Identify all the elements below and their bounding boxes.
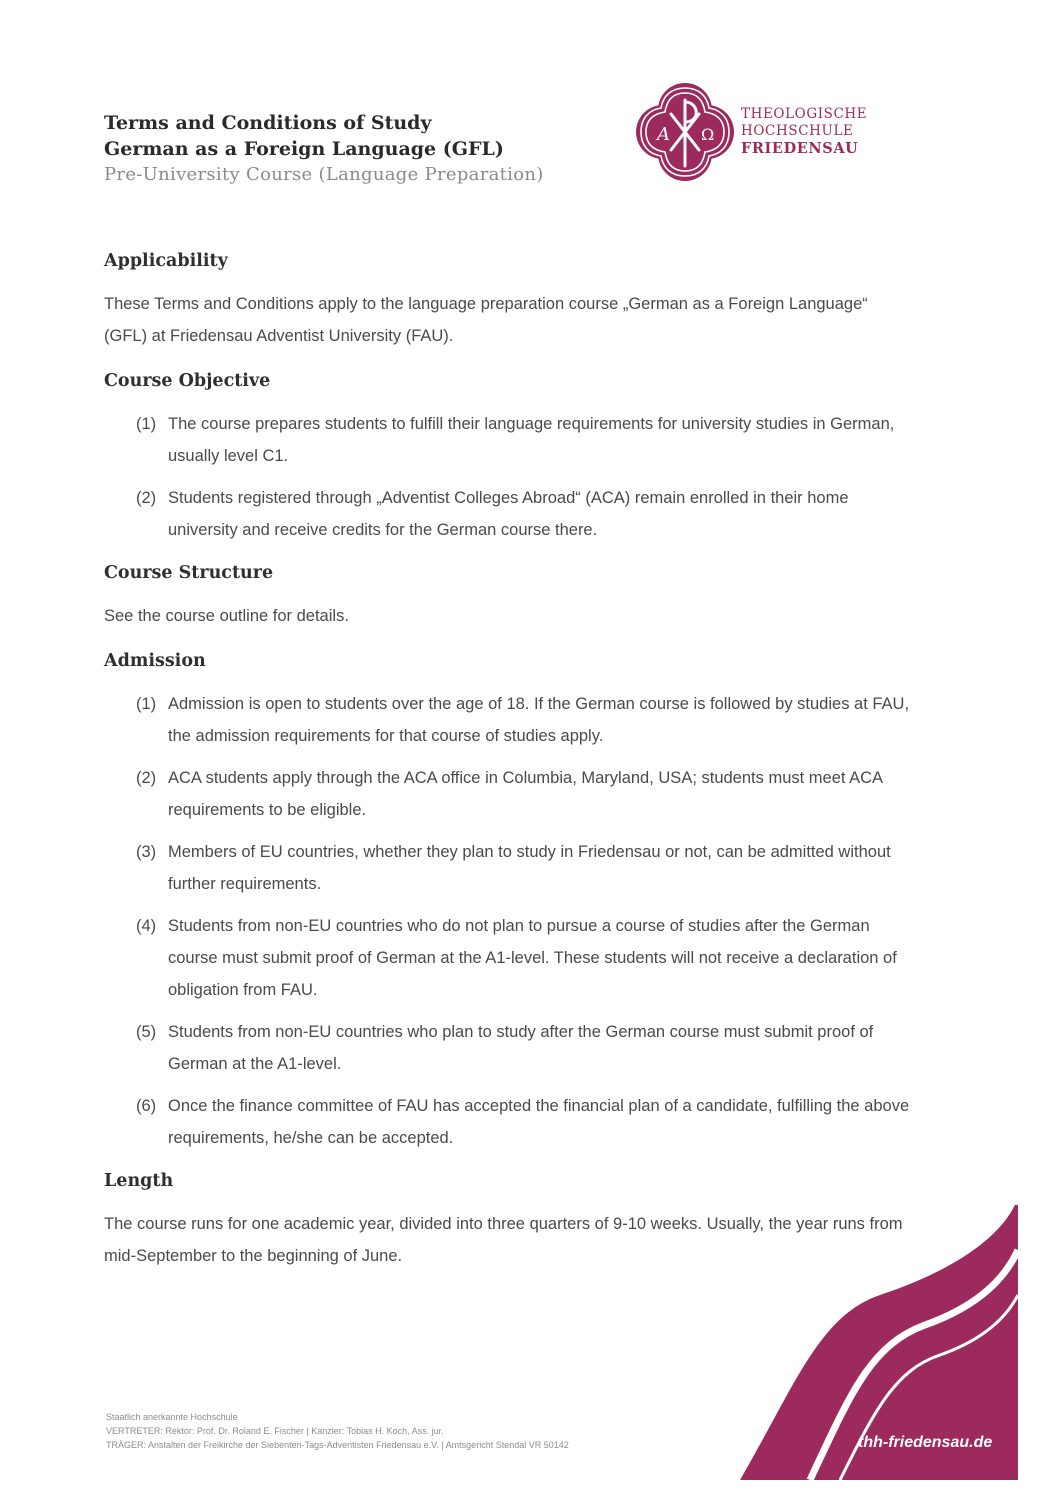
section-heading-length: Length: [104, 1171, 174, 1191]
list-item: [104, 836, 914, 900]
admission-list: [104, 688, 914, 1154]
document-body: [104, 248, 914, 1288]
svg-text:A: A: [657, 124, 670, 145]
item-text: Students from non-EU countries who plan to study after the German course must submit proof of German at the A1-level.: [168, 1023, 874, 1073]
university-name-line2: HOCHSCHULE: [741, 123, 854, 139]
item-text: Students registered through „Adventist Colleges Abroad“ (ACA) remain enrolled in their home university and receive credits for the German course there.: [168, 489, 849, 539]
svg-text:Ω: Ω: [701, 125, 715, 144]
item-text: Once the finance committee of FAU has accepted the financial plan of a candidate, fulfilling the above requirements, he/she can be accepted.: [168, 1097, 910, 1147]
item-number: (3): [136, 843, 157, 861]
document-header: [104, 110, 544, 188]
objective-list: [104, 408, 914, 546]
list-item: [104, 1016, 914, 1080]
item-text: The course prepares students to fulfill their language requirements for university studies in German, usually level C1.: [168, 415, 895, 465]
footer-line1: Staatlich anerkannte Hochschule: [106, 1412, 238, 1422]
page-footer: [106, 1410, 569, 1452]
item-text: ACA students apply through the ACA office in Columbia, Maryland, USA; students must meet ACA requirements to be eligible.: [168, 769, 883, 819]
item-text: Admission is open to students over the age of 18. If the German course is followed by studies at FAU, the admission requirements for that course of studies apply.: [168, 695, 910, 745]
list-item: [104, 910, 914, 1006]
section-heading-admission: Admission: [104, 651, 206, 671]
length-text: The course runs for one academic year, divided into three quarters of 9-10 weeks. Usually, the year runs from mid-September to the beginning of June.: [104, 1215, 903, 1265]
list-item: [104, 482, 914, 546]
item-number: (6): [136, 1097, 157, 1115]
section-heading-applicability: Applicability: [104, 251, 228, 271]
item-text: Members of EU countries, whether they plan to study in Friedensau or not, can be admitted without further requirements.: [168, 843, 891, 893]
university-name: [741, 106, 867, 157]
item-text: Students from non-EU countries who do not plan to pursue a course of studies after the German course must submit proof of German at the A1-level. These students will not receive a declaration of obligation from FAU.: [168, 917, 897, 999]
item-number: (2): [136, 489, 157, 507]
list-item: [104, 688, 914, 752]
list-item: [104, 1090, 914, 1154]
item-number: (2): [136, 769, 157, 787]
document-subtitle: German as a Foreign Language (GFL): [104, 138, 504, 160]
list-item: [104, 762, 914, 826]
section-heading-objective: Course Objective: [104, 371, 271, 391]
structure-text: See the course outline for details.: [104, 607, 349, 625]
document-course-type: Pre-University Course (Language Preparation): [104, 164, 544, 185]
chi-rho-emblem-icon: [633, 80, 737, 184]
applicability-text: These Terms and Conditions apply to the language preparation course „German as a Foreign Language“ (GFL) at Friedensau Adventist University (FAU).: [104, 295, 868, 345]
item-number: (1): [136, 415, 157, 433]
item-number: (1): [136, 695, 157, 713]
section-heading-structure: Course Structure: [104, 563, 274, 583]
item-number: (5): [136, 1023, 157, 1041]
university-name-line1: THEOLOGISCHE: [741, 106, 868, 122]
document-title: Terms and Conditions of Study: [104, 112, 432, 134]
footer-line2: VERTRETER: Rektor: Prof. Dr. Roland E. Fischer | Kanzler: Tobias H. Koch, Ass. jur.: [106, 1426, 444, 1436]
footer-line3: TRÄGER: Anstalten der Freikirche der Siebenten-Tags-Adventisten Friedensau e.V. | Amtsgericht Stendal VR 50142: [106, 1440, 569, 1450]
university-name-line3: FRIEDENSAU: [741, 140, 859, 157]
website-link[interactable]: thh-friedensau.de: [858, 1434, 993, 1451]
item-number: (4): [136, 917, 157, 935]
list-item: [104, 408, 914, 472]
university-logo: [633, 80, 883, 185]
